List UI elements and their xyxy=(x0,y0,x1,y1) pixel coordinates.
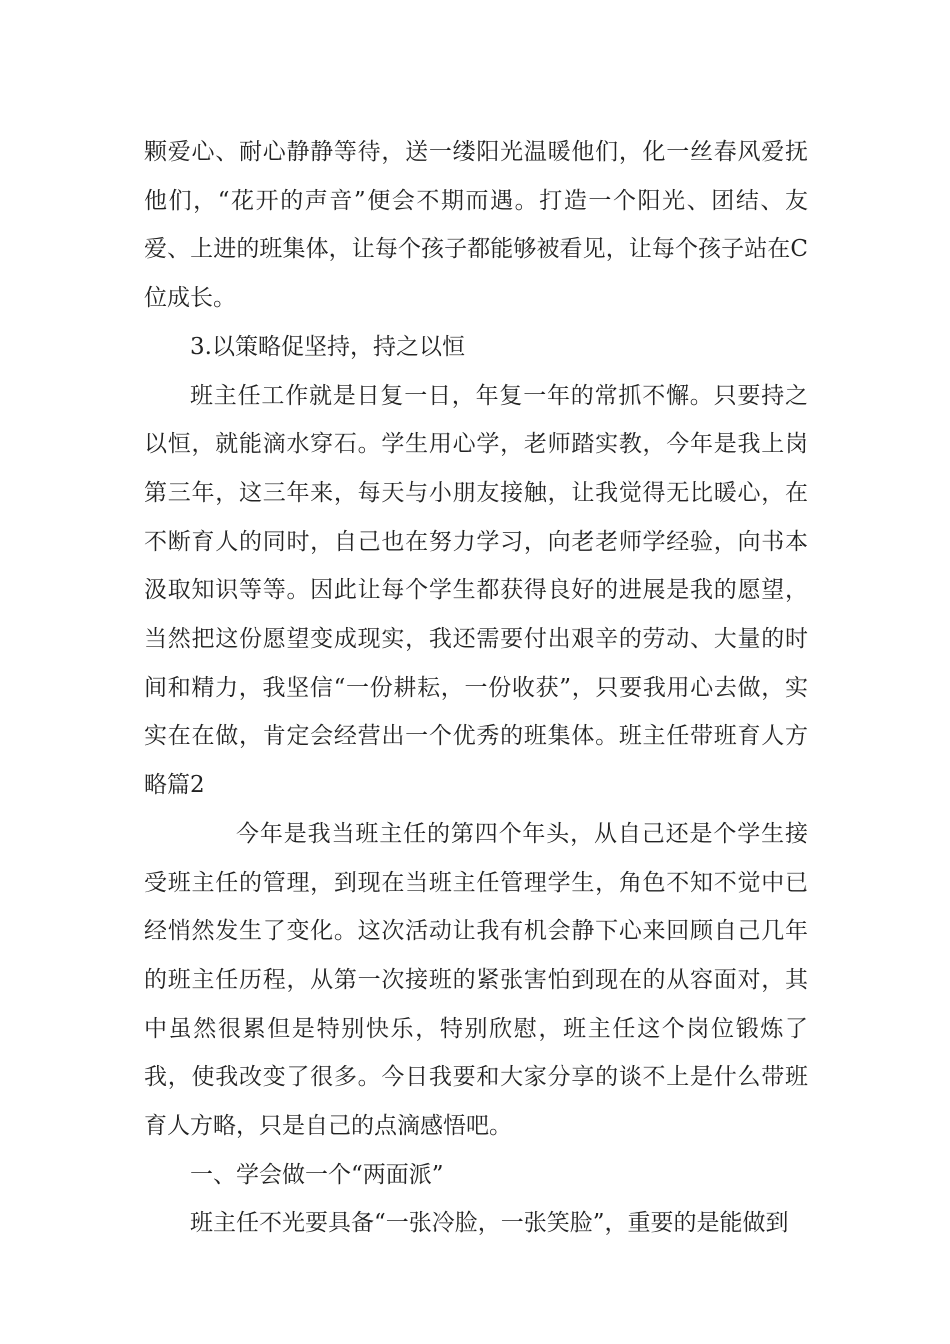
paragraph-continuation: 颗爱心、耐心静静等待，送一缕阳光温暖他们，化一丝春风爱抚他们，“花开的声音”便会不期而遇。打造一个阳光、团结、友爱、上进的班集体，让每个孩子都能够被看见，让每个孩子站在C位成长。 xyxy=(144,139,808,312)
paragraph-persistence: 班主任工作就是日复一日，年复一年的常抓不懈。只要持之以恒，就能滴水穿石。学生用心学，老师踏实教，今年是我上岗第三年，这三年来，每天与小朋友接触，让我觉得无比暖心，在不断育人的同时，自己也在努力学习，向老老师学经验，向书本汲取知识等等。因此让每个学生都获得良好的进展是我的愿望，当然把这份愿望变成现实，我还需要付出艰辛的劳动、大量的时间和精力，我坚信“一份耕耘，一份收获”，只要我用心去做，实实在在做，肯定会经营出一个优秀的班集体。班主任带班育人方略篇2 xyxy=(144,382,808,799)
section-heading-two-faces: 一、学会做一个“两面派” xyxy=(190,1161,444,1188)
paragraph-two-faces: 班主任不光要具备“一张冷脸，一张笑脸”，重要的是能做到 xyxy=(190,1210,789,1237)
paragraph-fourth-year: 今年是我当班主任的第四个年头，从自己还是个学生接受班主任的管理，到现在当班主任管理学生，角色不知不觉中已经悄然发生了变化。这次活动让我有机会静下心来回顾自己几年的班主任历程，从第一次接班的紧张害怕到现在的从容面对，其中虽然很累但是特别快乐，特别欣慰，班主任这个岗位锻炼了我，使我改变了很多。今日我要和大家分享的谈不上是什么带班育人方略，只是自己的点滴感悟吧。 xyxy=(144,820,808,1140)
document-body xyxy=(144,128,808,1248)
section-heading-strategy: 3.以策略促坚持，持之以恒 xyxy=(190,333,465,360)
